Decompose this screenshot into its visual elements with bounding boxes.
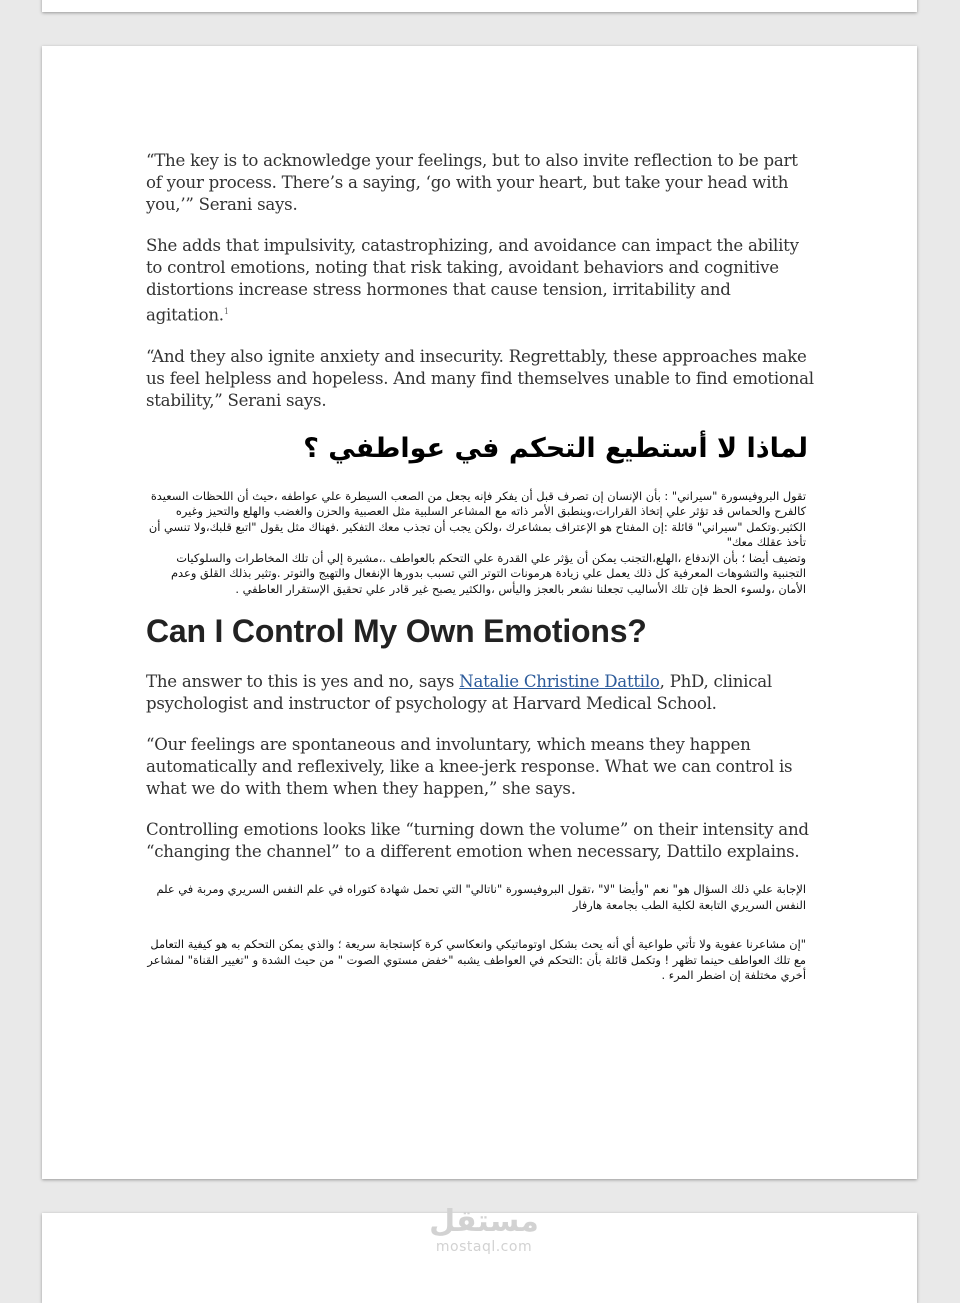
quote-paragraph-serani-2: “And they also ignite anxiety and insecurity. Regrettably, these approaches make us feel helpless and hopeless. And many find themselves unable to find emotional stability,” Serani says. (146, 346, 814, 410)
arabic-paragraph-3: الإجابة علي ذلك السؤال هو" نعم "وأيضا "لا" ،تقول البروفيسورة "ناتالي" التي تحمل شهادة كتوراه في علم النفس السريري ومربة في علم النفس السريري التابعة لكلية الطب بجامعة هارفار (156, 882, 806, 912)
mostaql-watermark (404, 1205, 564, 1255)
arabic-paragraph-1: تقول البروفيسورة "سيراني" : بأن الإنسان إن تصرف قبل أن يفكر فإنه يجعل من الصعب السيطرة علي عواطفه ،حيث أن اللحظات السعيدة كالفرح والحماس قد تؤثر علي إتخاذ القرارات،وينطبق الأمر ذاته مع المشاعر السلبية مثل العصبية والحزن والغضب والهلع والتحيز وغيره الكثير.وتكمل "سيراني" قائلة :إن المفتاح هو الإعتراف بمشاعرك ،ولكن يجب أن تجذب معك التفكير .فهناك مثل يقول "اتبع قلبك،ولا تنسي أن تأخذ عقلك معك" (148, 488, 806, 550)
arabic-paragraph-4: "إن مشاعرنا عفوية ولا تأتي طواعية أي أنه يحث بشكل اوتوماتيكي وانعكاسي كرة كإستجابة سريعة ؛ والذي يمكن التحكم به هو كيفية التعامل مع تلك العواطف حينما تظهر ! وتكمل قائلة بأن :التحكم في العواطف يشبه "خفض مستوي الصوت " من حيث الشدة و "تغيير القناة" لمشاعر أخري مختلفة إن اضطر المرء . (147, 937, 806, 983)
paragraph-impulsivity (146, 235, 816, 327)
watermark-logo: مستقل (429, 1204, 539, 1239)
footnote-ref: 1 (223, 307, 229, 316)
dattilo-link[interactable]: Natalie Christine Dattilo (459, 672, 660, 692)
arabic-heading: لماذا لا أستطيع التحكم في عواطفي ؟ (303, 432, 808, 464)
watermark-url: mostaql.com (435, 1239, 533, 1255)
article-body (146, 150, 816, 984)
arabic-paragraph-2: وتضيف أيضا ؛ بأن الإندفاع ،الهلع،التجنب يمكن أن يؤثر علي القدرة علي التحكم بالعواطف .،مشيرة إلي أن تلك المخاطرات والسلوكيات التجنبية والتشوهات المعرفية كل ذلك يعمل علي زيادة هرمونات التوتر التي تسبب بدورها الإنفعال والتهيج والتوتر .وتثير بذلك القلق وعدم الأمان ،ولسوء الحظ فإن تلك الأساليب تجعلنا نشعر بالعجز واليأس ،والكثير يصبح غير قادر علي تحقيق الإستقرار العاطفي . (171, 550, 806, 596)
paragraph-answer-tail: , PhD, clinical psychologist and instructor of psychology at Harvard Medical School. (146, 672, 772, 714)
paragraph-controlling: Controlling emotions looks like “turning down the volume” on their intensity and “changing the channel” to a different emotion when necessary, Dattilo explains. (146, 820, 809, 862)
previous-page-edge (42, 0, 917, 12)
section-heading: Can I Control My Own Emotions? (146, 613, 647, 650)
paragraph-impulsivity-text: She adds that impulsivity, catastrophizing, and avoidance can impact the ability to control emotions, noting that risk taking, avoidant behaviors and cognitive distortions increase stress hormones that cause tension, irritability and agitation. (146, 236, 799, 325)
paragraph-answer (146, 671, 816, 715)
quote-paragraph-serani-1: “The key is to acknowledge your feelings, but to also invite reflection to be part of your process. There’s a saying, ‘go with your heart, but take your head with you,’” Serani says. (146, 151, 798, 214)
quote-paragraph-dattilo: “Our feelings are spontaneous and involuntary, which means they happen automatically and reflexively, like a knee-jerk response. What we can control is what we do with them when they happen,” she says. (146, 735, 793, 799)
document-page (42, 46, 917, 1179)
paragraph-answer-lead: The answer to this is yes and no, says (146, 672, 460, 692)
